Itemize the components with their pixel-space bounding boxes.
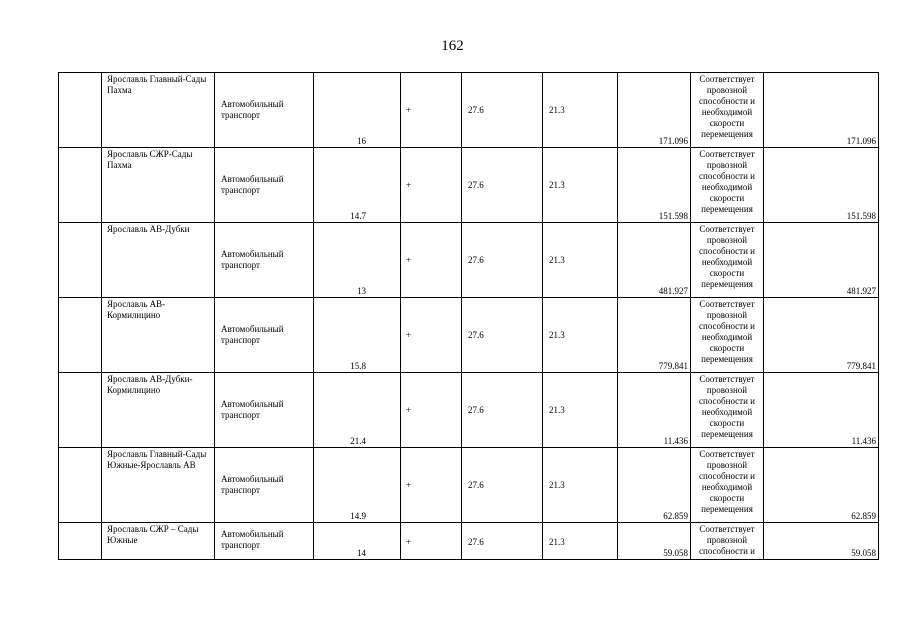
length-cell (314, 223, 401, 298)
route-name: Ярославль АВ-Кормилицино (107, 299, 166, 320)
length-cell (314, 298, 401, 373)
value-b-cell (543, 523, 618, 560)
value-a: 27.6 (468, 330, 484, 340)
route-name: Ярославль АВ-Дубки-Кормилицино (107, 374, 193, 395)
value-a-cell (462, 223, 543, 298)
index-cell (59, 148, 102, 223)
status-cell (691, 373, 764, 448)
status-text: Соответствует провозной способности и необходимой скорости перемещения (699, 149, 755, 214)
transport-mode-cell (215, 73, 314, 148)
plus-sign: + (406, 105, 412, 115)
result-value-cell (764, 298, 879, 373)
table-row (59, 148, 879, 223)
value-b: 21.3 (549, 330, 565, 340)
value-a: 27.6 (468, 537, 484, 547)
result-value-cell (764, 73, 879, 148)
value-a: 27.6 (468, 180, 484, 190)
value-b: 21.3 (549, 537, 565, 547)
table-row (59, 523, 879, 560)
sign-cell (401, 148, 462, 223)
routes-table (58, 72, 879, 560)
transport-mode: Автомобильный транспорт (221, 324, 284, 345)
sign-cell (401, 73, 462, 148)
passenger-value-cell (618, 148, 691, 223)
result-value-cell (764, 148, 879, 223)
transport-mode: Автомобильный транспорт (221, 474, 284, 495)
route-name-cell (102, 373, 215, 448)
route-name: Ярославль АВ-Дубки (107, 224, 190, 234)
status-text: Соответствует провозной способности и необходимой скорости перемещения (699, 449, 755, 514)
length-cell (314, 448, 401, 523)
route-name: Ярославль Главный-Сады Пахма (107, 74, 207, 95)
page-number: 162 (441, 38, 464, 54)
passenger-value: 779.841 (658, 361, 688, 371)
result-value: 11.436 (851, 436, 876, 446)
value-b: 21.3 (549, 105, 565, 115)
sign-cell (401, 223, 462, 298)
plus-sign: + (406, 405, 412, 415)
table-row (59, 73, 879, 148)
route-length: 21.4 (350, 436, 366, 446)
transport-mode-cell (215, 523, 314, 560)
status-text: Соответствует провозной способности и необходимой скорости перемещения (699, 299, 755, 364)
route-name: Ярославль СЖР – Сады Южные (107, 524, 199, 545)
value-b: 21.3 (549, 480, 565, 490)
status-cell (691, 73, 764, 148)
status-text: Соответствует провозной способности и необходимой скорости перемещения (699, 74, 755, 139)
table-row (59, 223, 879, 298)
plus-sign: + (406, 480, 412, 490)
passenger-value-cell (618, 73, 691, 148)
length-cell (314, 73, 401, 148)
route-name-cell (102, 73, 215, 148)
transport-mode: Автомобильный транспорт (221, 249, 284, 270)
length-cell (314, 148, 401, 223)
value-a: 27.6 (468, 105, 484, 115)
value-a-cell (462, 448, 543, 523)
transport-mode: Автомобильный транспорт (221, 174, 284, 195)
route-name-cell (102, 148, 215, 223)
passenger-value: 62.859 (663, 511, 688, 521)
value-a: 27.6 (468, 480, 484, 490)
result-value-cell (764, 448, 879, 523)
length-cell (314, 373, 401, 448)
sign-cell (401, 523, 462, 560)
result-value-cell (764, 373, 879, 448)
route-name: Ярославль Главный-Сады Южные-Ярославль АВ (107, 449, 207, 470)
value-a-cell (462, 148, 543, 223)
status-text: Соответствует провозной способности и необходимой скорости перемещения (699, 374, 755, 439)
value-b-cell (543, 373, 618, 448)
route-length: 14 (357, 548, 366, 558)
passenger-value-cell (618, 373, 691, 448)
value-b: 21.3 (549, 405, 565, 415)
status-cell (691, 223, 764, 298)
value-b-cell (543, 298, 618, 373)
value-a-cell (462, 523, 543, 560)
sign-cell (401, 448, 462, 523)
table-row (59, 448, 879, 523)
route-name-cell (102, 523, 215, 560)
plus-sign: + (406, 537, 412, 547)
value-b-cell (543, 223, 618, 298)
route-name-cell (102, 298, 215, 373)
result-value: 62.859 (851, 511, 876, 521)
table-row (59, 298, 879, 373)
status-cell (691, 298, 764, 373)
transport-mode-cell (215, 223, 314, 298)
result-value: 171.096 (846, 136, 876, 146)
passenger-value: 151.598 (658, 211, 688, 221)
status-cell (691, 448, 764, 523)
passenger-value: 59.058 (663, 548, 688, 558)
passenger-value-cell (618, 448, 691, 523)
table-row (59, 373, 879, 448)
sign-cell (401, 373, 462, 448)
length-cell (314, 523, 401, 560)
result-value-cell (764, 223, 879, 298)
route-length: 13 (357, 286, 366, 296)
value-a: 27.6 (468, 405, 484, 415)
route-length: 14.7 (350, 211, 366, 221)
transport-mode-cell (215, 373, 314, 448)
index-cell (59, 223, 102, 298)
route-name: Ярославль СЖР-Сады Пахма (107, 149, 193, 170)
index-cell (59, 73, 102, 148)
status-cell (691, 523, 764, 560)
transport-mode-cell (215, 148, 314, 223)
result-value-cell (764, 523, 879, 560)
passenger-value: 11.436 (663, 436, 688, 446)
value-b: 21.3 (549, 255, 565, 265)
value-a-cell (462, 373, 543, 448)
plus-sign: + (406, 180, 412, 190)
index-cell (59, 448, 102, 523)
transport-mode-cell (215, 298, 314, 373)
index-cell (59, 523, 102, 560)
value-b-cell (543, 148, 618, 223)
index-cell (59, 373, 102, 448)
transport-mode-cell (215, 448, 314, 523)
transport-mode: Автомобильный транспорт (221, 99, 284, 120)
result-value: 59.058 (851, 548, 876, 558)
route-length: 14.9 (350, 511, 366, 521)
route-length: 16 (357, 136, 366, 146)
value-b-cell (543, 448, 618, 523)
route-name-cell (102, 448, 215, 523)
passenger-value: 171.096 (658, 136, 688, 146)
status-text: Соответствует провозной способности и необходимой скорости перемещения (699, 224, 755, 289)
value-b: 21.3 (549, 180, 565, 190)
passenger-value-cell (618, 523, 691, 560)
value-a-cell (462, 298, 543, 373)
passenger-value: 481.927 (658, 286, 688, 296)
value-a-cell (462, 73, 543, 148)
result-value: 779.841 (846, 361, 876, 371)
status-text: Соответствует провозной способности и (699, 524, 755, 556)
plus-sign: + (406, 255, 412, 265)
sign-cell (401, 298, 462, 373)
result-value: 151.598 (846, 211, 876, 221)
value-a: 27.6 (468, 255, 484, 265)
transport-mode: Автомобильный транспорт (221, 529, 284, 550)
plus-sign: + (406, 330, 412, 340)
route-length: 15.8 (350, 361, 366, 371)
transport-mode: Автомобильный транспорт (221, 399, 284, 420)
passenger-value-cell (618, 223, 691, 298)
passenger-value-cell (618, 298, 691, 373)
result-value: 481.927 (846, 286, 876, 296)
value-b-cell (543, 73, 618, 148)
status-cell (691, 148, 764, 223)
route-name-cell (102, 223, 215, 298)
index-cell (59, 298, 102, 373)
